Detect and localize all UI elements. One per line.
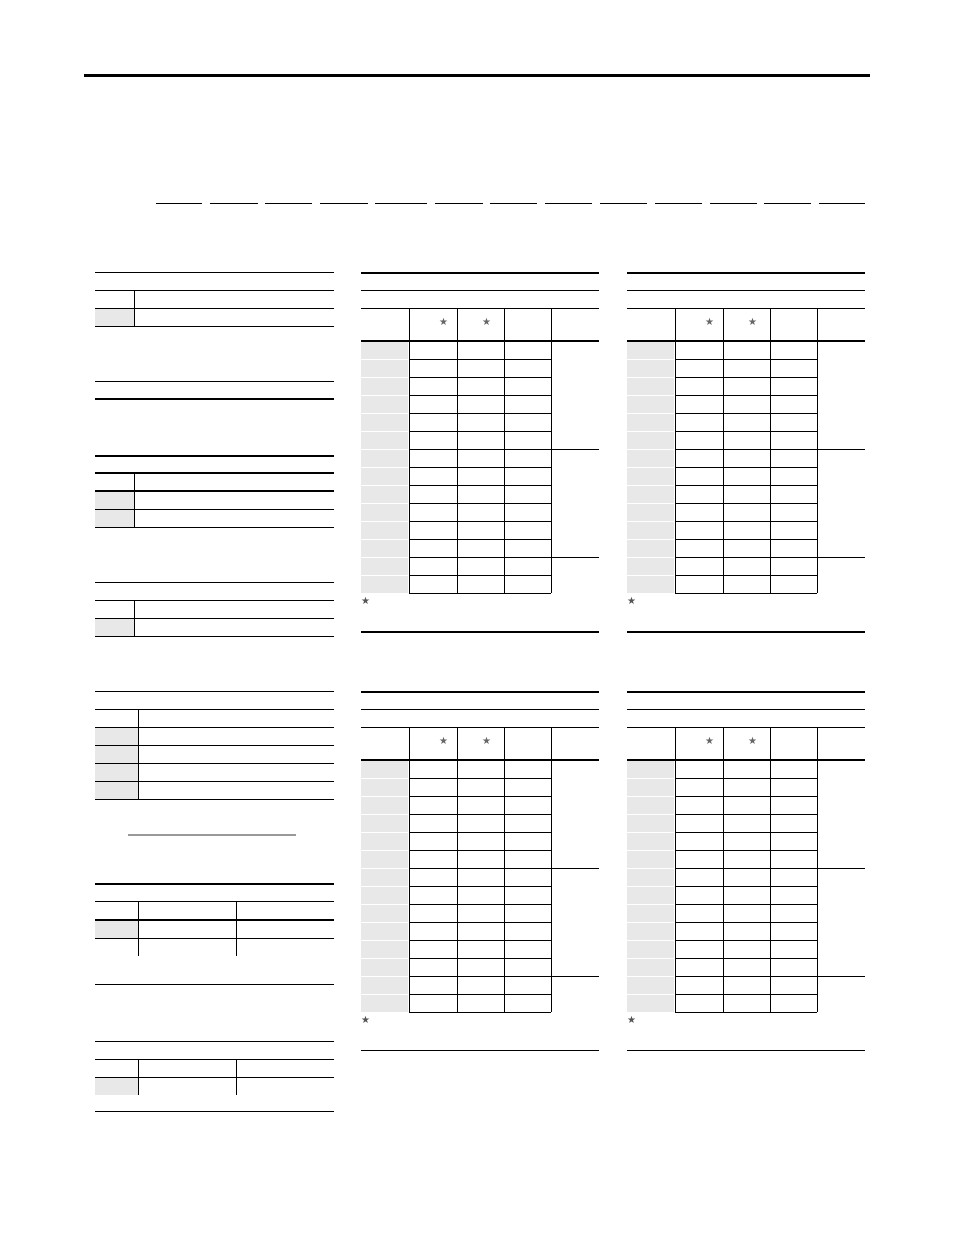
group-line — [551, 557, 599, 558]
row-head-cell — [627, 468, 674, 485]
row-line — [675, 593, 817, 594]
row-head-cell — [361, 851, 408, 868]
group-line — [551, 868, 599, 869]
col-line — [457, 761, 458, 1012]
row-head-cell — [361, 959, 408, 976]
section-divider — [128, 834, 296, 836]
group-line — [551, 976, 599, 977]
fill-blank — [490, 203, 537, 204]
fill-blank — [435, 203, 483, 204]
fill-blank — [710, 203, 757, 204]
row-line — [409, 904, 551, 905]
table-rule — [627, 272, 865, 274]
row-head-cell — [361, 396, 408, 413]
row-line — [675, 377, 817, 378]
star-icon: ★ — [439, 736, 448, 747]
row-line — [409, 976, 551, 977]
row-line — [675, 994, 817, 995]
star-icon: ★ — [748, 317, 757, 328]
header-col-sep — [504, 309, 505, 340]
header-col-sep — [770, 309, 771, 340]
col-line — [504, 761, 505, 1012]
mini-table-3 — [95, 455, 334, 529]
row-head-cell — [627, 432, 674, 449]
star-icon: ★ — [482, 736, 491, 747]
footnote-star-icon: ★ — [361, 596, 370, 607]
row-head-cell — [627, 450, 674, 467]
row-line — [409, 413, 551, 414]
row-head-cell — [627, 869, 674, 886]
table-bottom-rule — [361, 631, 599, 633]
table-rule — [627, 691, 865, 693]
mini-table-4 — [95, 582, 334, 638]
row-head-cell — [361, 995, 408, 1012]
row-line — [675, 575, 817, 576]
col-line — [675, 761, 676, 1012]
row-line — [675, 1012, 817, 1013]
row-head-cell — [627, 959, 674, 976]
grid-bottom-right — [627, 691, 865, 1056]
header-col-sep — [551, 309, 552, 340]
row-line — [409, 796, 551, 797]
row-line — [409, 539, 551, 540]
mini-table-8 — [95, 1041, 334, 1113]
star-icon: ★ — [705, 317, 714, 328]
row-line — [409, 922, 551, 923]
row-head-cell — [361, 486, 408, 503]
row-head-cell — [627, 851, 674, 868]
table-bottom-rule — [627, 1050, 865, 1051]
row-line — [409, 557, 551, 558]
row-line — [409, 485, 551, 486]
col-line — [723, 761, 724, 1012]
row-line — [409, 593, 551, 594]
col-line — [551, 342, 552, 593]
row-line — [409, 395, 551, 396]
row-line — [675, 503, 817, 504]
row-line — [675, 868, 817, 869]
row-line — [675, 359, 817, 360]
row-head-cell — [361, 905, 408, 922]
row-head-cell — [361, 779, 408, 796]
header-row — [627, 309, 865, 342]
header-row — [361, 728, 599, 761]
row-head-cell — [627, 761, 674, 778]
row-line — [675, 886, 817, 887]
row-line — [675, 796, 817, 797]
fill-blank — [210, 203, 258, 204]
row-line — [409, 778, 551, 779]
row-head-cell — [361, 977, 408, 994]
grid-bottom-middle — [361, 691, 599, 1056]
table-rule — [361, 709, 599, 710]
table-bottom-rule — [361, 1050, 599, 1051]
row-head-cell — [361, 450, 408, 467]
header-col-sep — [817, 728, 818, 759]
row-head-cell — [361, 833, 408, 850]
row-head-cell — [627, 833, 674, 850]
row-line — [675, 778, 817, 779]
row-line — [409, 850, 551, 851]
col-line — [770, 342, 771, 593]
row-head-cell — [627, 486, 674, 503]
col-line — [409, 342, 410, 593]
row-head-cell — [627, 342, 674, 359]
fill-blank — [655, 203, 702, 204]
row-head-cell — [361, 941, 408, 958]
fill-blank — [545, 203, 592, 204]
row-line — [409, 868, 551, 869]
row-line — [675, 521, 817, 522]
row-line — [675, 431, 817, 432]
table-rule — [361, 290, 599, 291]
header-col-sep — [770, 728, 771, 759]
fill-blank — [764, 203, 811, 204]
row-line — [675, 485, 817, 486]
mini-table-7 — [95, 984, 334, 988]
fill-blank — [375, 203, 427, 204]
mini-table-2 — [95, 381, 334, 403]
header-col-sep — [409, 728, 410, 759]
row-line — [409, 503, 551, 504]
row-head-cell — [361, 761, 408, 778]
header-col-sep — [675, 309, 676, 340]
row-head-cell — [361, 360, 408, 377]
row-head-cell — [627, 815, 674, 832]
row-head-cell — [627, 923, 674, 940]
row-head-cell — [627, 797, 674, 814]
row-head-cell — [361, 540, 408, 557]
header-col-sep — [723, 309, 724, 340]
star-icon: ★ — [439, 317, 448, 328]
row-head-cell — [361, 887, 408, 904]
row-line — [409, 958, 551, 959]
header-col-sep — [457, 728, 458, 759]
group-line — [817, 557, 865, 558]
row-line — [409, 449, 551, 450]
row-head-cell — [361, 378, 408, 395]
page-header-rule — [84, 74, 870, 77]
fill-blank — [320, 203, 368, 204]
row-line — [675, 976, 817, 977]
row-line — [675, 539, 817, 540]
row-line — [675, 904, 817, 905]
row-head-cell — [627, 558, 674, 575]
row-line — [675, 557, 817, 558]
table-rule — [361, 691, 599, 693]
fill-blank — [819, 203, 865, 204]
star-icon: ★ — [482, 317, 491, 328]
grid-top-right — [627, 272, 865, 637]
group-line — [817, 976, 865, 977]
header-row — [627, 728, 865, 761]
table-rule — [627, 709, 865, 710]
row-head-cell — [361, 558, 408, 575]
header-col-sep — [457, 309, 458, 340]
col-line — [504, 342, 505, 593]
col-line — [457, 342, 458, 593]
header-col-sep — [409, 309, 410, 340]
col-line — [723, 342, 724, 593]
row-line — [675, 395, 817, 396]
row-head-cell — [627, 779, 674, 796]
row-head-cell — [627, 941, 674, 958]
row-line — [409, 940, 551, 941]
row-line — [675, 814, 817, 815]
fill-blank — [265, 203, 312, 204]
row-head-cell — [361, 869, 408, 886]
grid-top-middle — [361, 272, 599, 637]
row-line — [675, 449, 817, 450]
row-line — [409, 994, 551, 995]
row-head-cell — [627, 576, 674, 593]
row-head-cell — [627, 905, 674, 922]
fill-blank — [156, 203, 202, 204]
col-line — [817, 342, 818, 593]
row-line — [409, 832, 551, 833]
row-head-cell — [627, 887, 674, 904]
header-row — [361, 309, 599, 342]
row-line — [409, 359, 551, 360]
row-head-cell — [361, 414, 408, 431]
row-line — [675, 958, 817, 959]
row-head-cell — [627, 977, 674, 994]
footnote-star-icon: ★ — [627, 596, 636, 607]
row-line — [409, 431, 551, 432]
group-line — [551, 449, 599, 450]
row-head-cell — [627, 522, 674, 539]
mini-table-1 — [95, 272, 334, 328]
row-head-cell — [627, 360, 674, 377]
header-col-sep — [504, 728, 505, 759]
mini-table-5 — [95, 691, 334, 801]
row-head-cell — [627, 504, 674, 521]
row-line — [675, 467, 817, 468]
row-line — [675, 832, 817, 833]
footnote-star-icon: ★ — [627, 1015, 636, 1026]
header-col-sep — [723, 728, 724, 759]
row-line — [409, 377, 551, 378]
header-col-sep — [675, 728, 676, 759]
fill-blank — [600, 203, 647, 204]
group-line — [817, 449, 865, 450]
col-line — [675, 342, 676, 593]
row-head-cell — [627, 378, 674, 395]
mini-table-6 — [95, 883, 334, 957]
table-rule — [361, 272, 599, 274]
header-col-sep — [817, 309, 818, 340]
row-head-cell — [361, 923, 408, 940]
footnote-star-icon: ★ — [361, 1015, 370, 1026]
header-col-sep — [551, 728, 552, 759]
row-head-cell — [361, 342, 408, 359]
row-head-cell — [627, 414, 674, 431]
row-head-cell — [361, 522, 408, 539]
row-head-cell — [627, 995, 674, 1012]
row-line — [409, 1012, 551, 1013]
row-head-cell — [361, 815, 408, 832]
col-line — [551, 761, 552, 1012]
row-line — [409, 521, 551, 522]
row-head-cell — [361, 432, 408, 449]
row-line — [675, 413, 817, 414]
row-line — [675, 850, 817, 851]
star-icon: ★ — [705, 736, 714, 747]
row-head-cell — [627, 540, 674, 557]
row-line — [675, 922, 817, 923]
row-line — [409, 467, 551, 468]
group-line — [817, 868, 865, 869]
row-line — [409, 886, 551, 887]
row-head-cell — [361, 576, 408, 593]
row-head-cell — [627, 396, 674, 413]
row-line — [409, 575, 551, 576]
col-line — [409, 761, 410, 1012]
row-line — [675, 940, 817, 941]
col-line — [817, 761, 818, 1012]
row-line — [409, 814, 551, 815]
row-head-cell — [361, 468, 408, 485]
col-line — [770, 761, 771, 1012]
star-icon: ★ — [748, 736, 757, 747]
table-rule — [627, 290, 865, 291]
table-bottom-rule — [627, 631, 865, 633]
row-head-cell — [361, 797, 408, 814]
row-head-cell — [361, 504, 408, 521]
